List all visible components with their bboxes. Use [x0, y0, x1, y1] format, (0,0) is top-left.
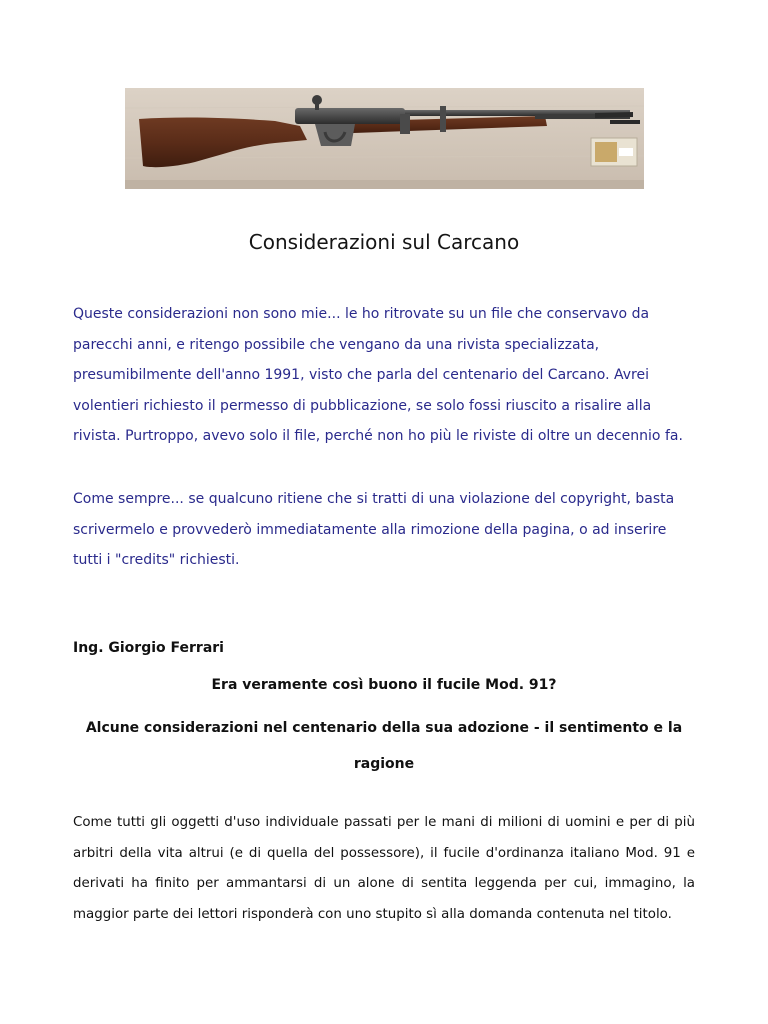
- intro-text-1: Queste considerazioni non sono mie... le ho ritrovate su un file che conservavo da parecchi anni, e ritengo possibile che vengano da una rivista specializzata, presumibilmente dell'anno 1991, visto che parla del centenario del Carcano. Avrei volentieri richiesto il permesso di pubblicazione, se solo fossi riuscito a risalire alla rivista. Purtroppo, avevo solo il file, perché non ho più le riviste di oltre un decennio fa.: [73, 306, 683, 445]
- page-title: Considerazioni sul Carcano: [248, 230, 520, 254]
- body-text-1: Come tutti gli oggetti d'uso individuale passati per le mani di milioni di uomini e per di più arbitri della vita altrui (e di quella del possessore), il fucile d'ordinanza italiano Mod. 91 e derivati ha finito per ammantarsi di un alone di sentita leggenda per cui, immagino, la maggior parte dei lettori risponderà con uno stupito sì alla domanda contenuta nel titolo.: [73, 815, 695, 922]
- carcano-rifle-photo: [125, 88, 644, 189]
- body-paragraph: [73, 808, 695, 930]
- author-name: Ing. Giorgio Ferrari: [73, 640, 224, 656]
- intro-paragraph-2: [73, 484, 695, 576]
- intro-paragraph-1: [73, 299, 695, 452]
- intro-text-2: Come sempre... se qualcuno ritiene che si tratti di una violazione del copyright, basta scrivermelo e provvederò immediatamente alla rimozione della pagina, o ad inserire tutti i "credits" richiesti.: [73, 491, 675, 569]
- article-subtitle: Alcune considerazioni nel centenario della sua adozione - il sentimento e la ragione: [85, 720, 683, 772]
- article-title: Era veramente così buono il fucile Mod. 91?: [211, 677, 557, 693]
